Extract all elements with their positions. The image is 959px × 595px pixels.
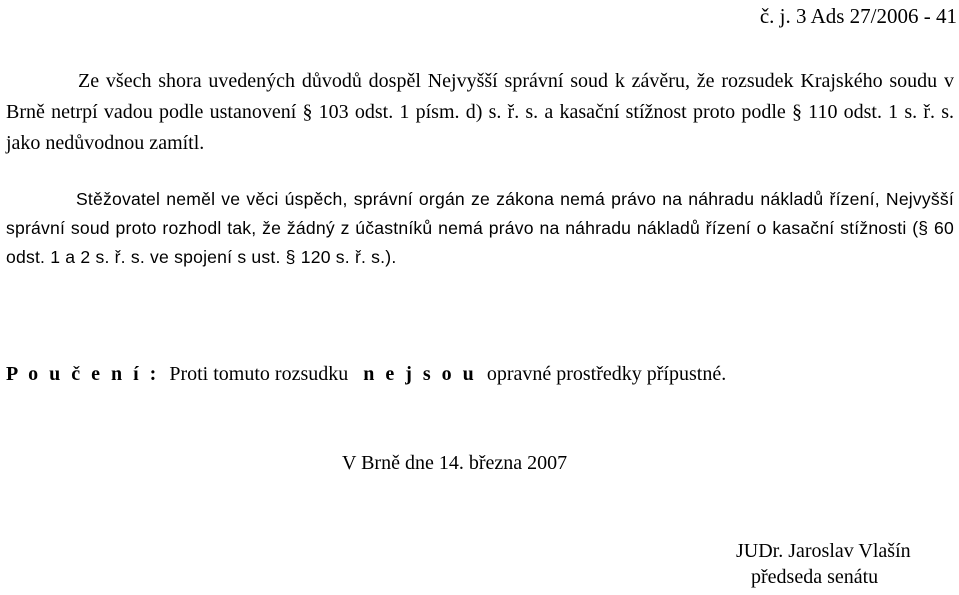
signatory-role: předseda senátu <box>751 566 879 588</box>
instruction-text-after: opravné prostředky přípustné. <box>486 363 727 385</box>
instruction-label: P o u č e n í : <box>6 363 160 385</box>
date-line: V Brně dne 14. března 2007 <box>342 452 568 474</box>
paragraph-reasoning <box>6 66 954 159</box>
paragraph-costs-text: Stěžovatel neměl ve věci úspěch, správní orgán ze zákona nemá právo na náhradu nákladů řízení, Nejvyšší správní soud proto rozhodl tak, že žádný z účastníků nemá právo na náhradu nákladů řízení o kasační stížnosti (§ 60 odst. 1 a 2 s. ř. s. ve spojení s ust. § 120 s. ř. s.). <box>6 189 954 267</box>
case-reference: č. j. 3 Ads 27/2006 - 41 <box>759 4 957 28</box>
paragraph-costs <box>6 185 954 272</box>
instruction-text-before: Proti tomuto rozsudku <box>169 363 349 385</box>
signatory-name: JUDr. Jaroslav Vlašín <box>736 540 911 562</box>
legal-instruction <box>6 363 726 386</box>
paragraph-reasoning-text: Ze všech shora uvedených důvodů dospěl Nejvyšší správní soud k závěru, že rozsudek Krajského soudu v Brně netrpí vadou podle ustanovení § 103 odst. 1 písm. d) s. ř. s. a kasační stížnost proto podle § 110 odst. 1 s. ř. s. jako nedůvodnou zamítl. <box>6 70 954 154</box>
instruction-emphasis: n e j s o u <box>363 363 477 385</box>
